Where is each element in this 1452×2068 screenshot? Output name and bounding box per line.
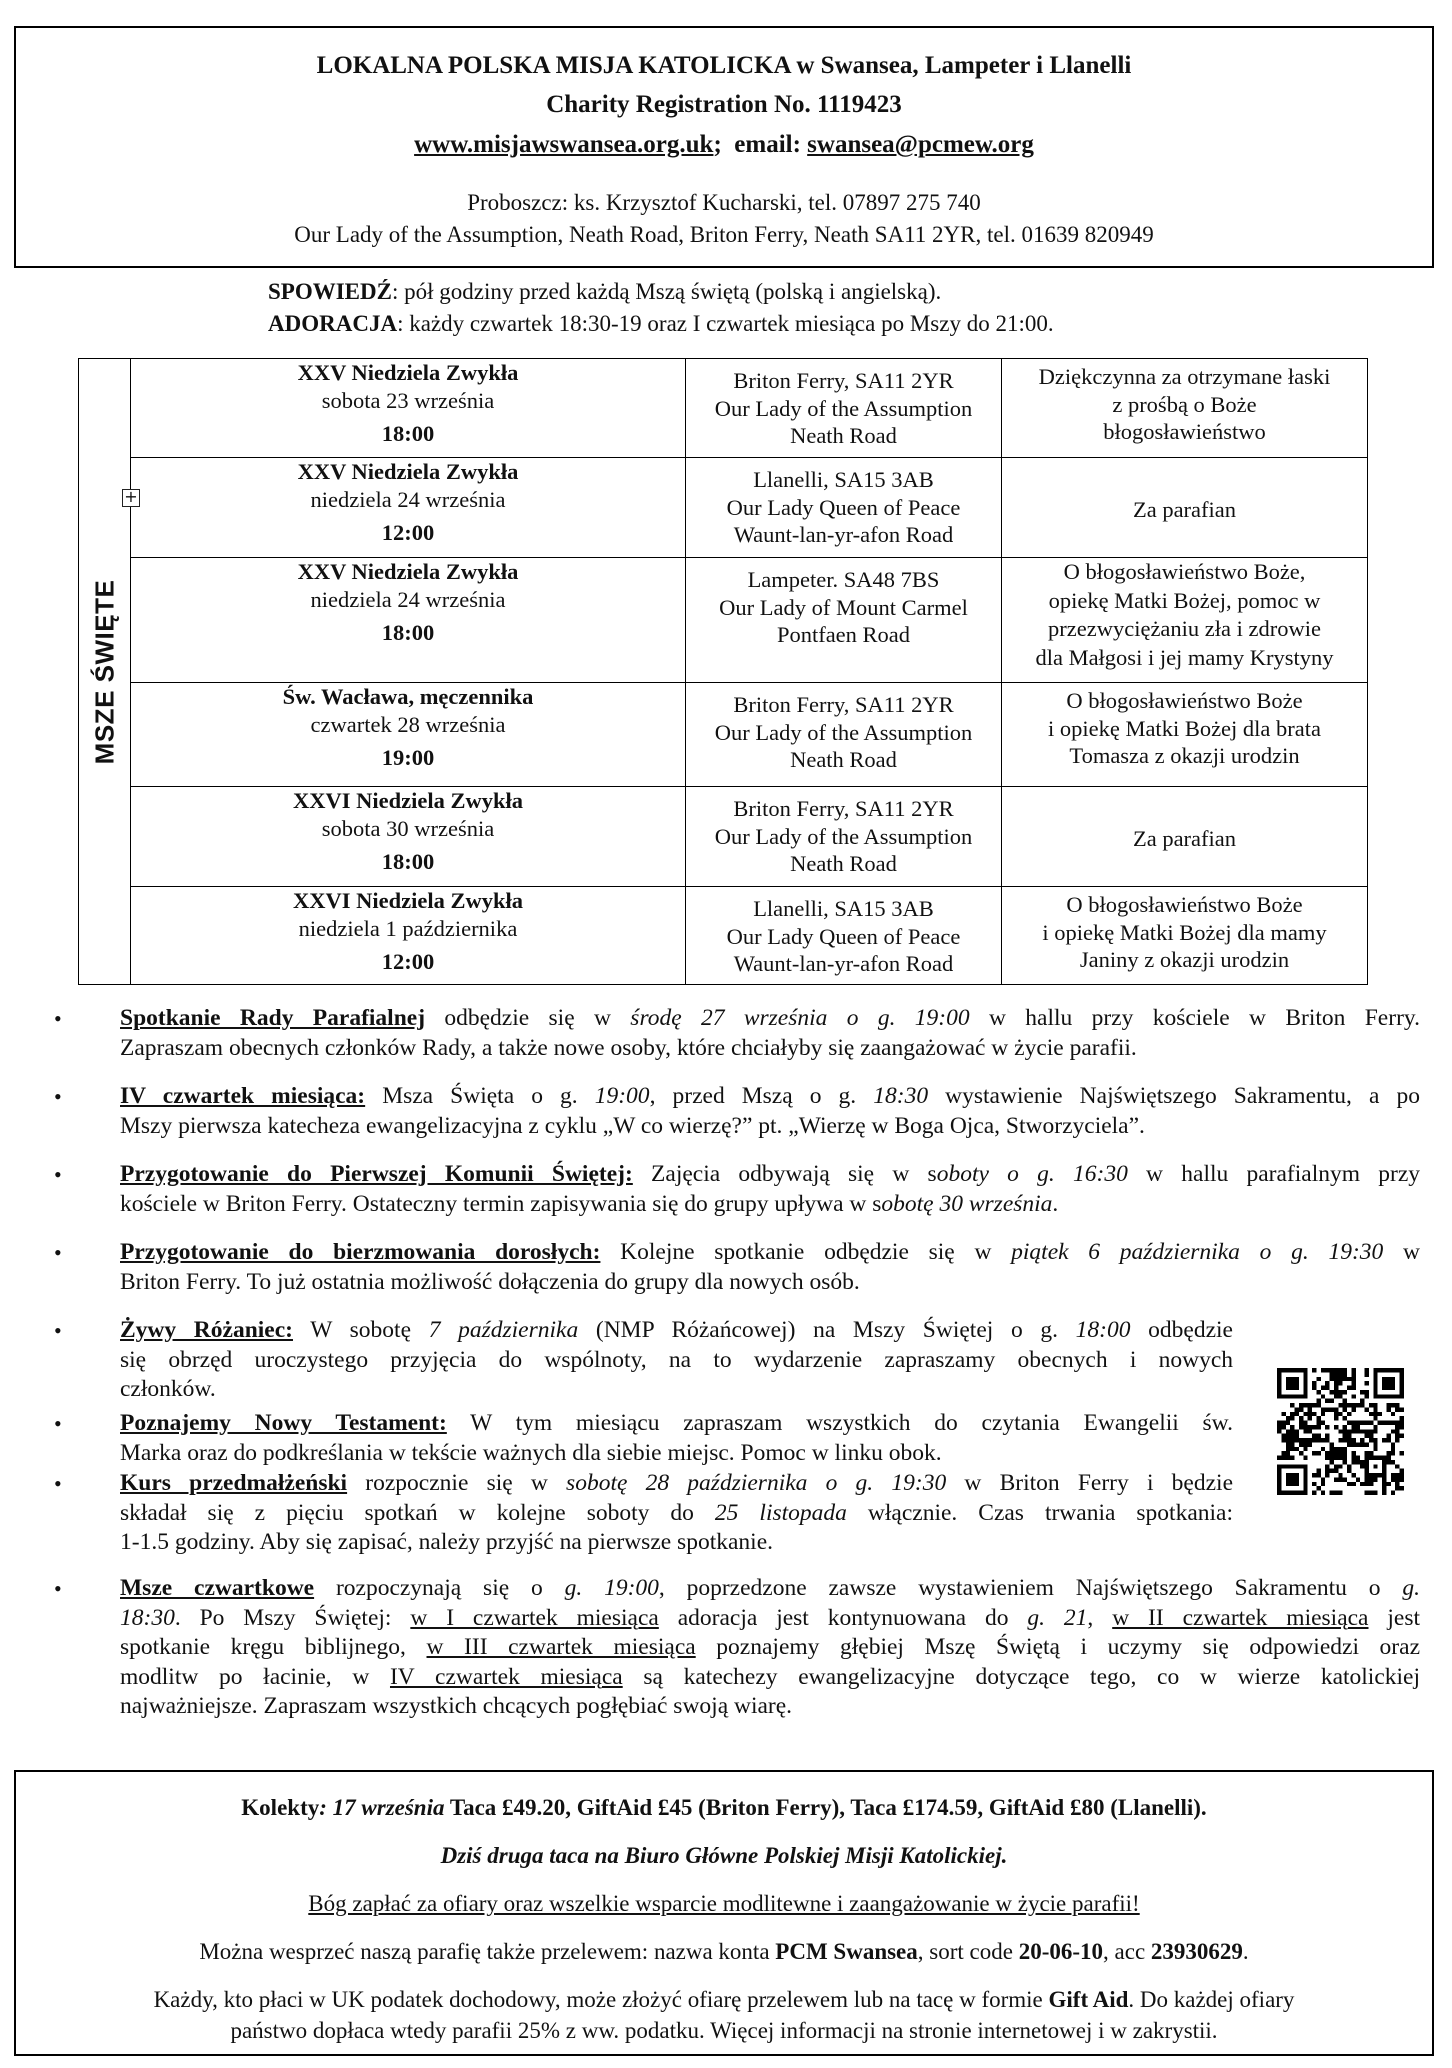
schedule-info xyxy=(268,276,1054,340)
announcement-segment: Briton Ferry. To już ostatnia możliwość dołączenia do grupy dla nowych osób. xyxy=(120,1268,860,1295)
bullet-dot: • xyxy=(54,1240,62,1265)
bullet-dot: • xyxy=(54,1411,62,1436)
intention-line: O błogosławieństwo Boże, xyxy=(1063,559,1306,584)
announcement-text xyxy=(120,1469,1233,1558)
mass-intention-cell xyxy=(1002,359,1368,458)
announcement-line xyxy=(120,1692,1420,1722)
mass-place-cell xyxy=(686,787,1002,887)
table-row xyxy=(79,787,1368,887)
collections-label: Kolekty xyxy=(241,1795,320,1820)
announcement-line xyxy=(120,1160,1420,1190)
announcement-label: Żywy Różaniec: xyxy=(120,1317,293,1343)
announcement-text xyxy=(120,1409,1233,1468)
intention-line: i opiekę Matki Bożej dla brata xyxy=(1047,715,1322,741)
announcement-segment: środę 27 września o g. 19:00 xyxy=(630,1005,970,1031)
announcement-line xyxy=(120,1633,1420,1663)
place-church: Our Lady of the Assumption xyxy=(714,395,973,421)
mass-event-cell xyxy=(131,359,686,458)
mass-name: Św. Wacława, męczennika xyxy=(282,684,534,709)
announcement-line xyxy=(120,1112,1420,1142)
announcement-line xyxy=(120,1439,1233,1469)
announcement-segment: (NMP Różańcowej) na Mszy Świętej o g. xyxy=(578,1317,1076,1343)
intention-line: O błogosławieństwo Boże xyxy=(1066,688,1303,713)
mass-time: 18:00 xyxy=(381,620,435,645)
masses-side-label: MSZE ŚWIĘTE xyxy=(88,579,119,764)
announcement-label: Msze czwartkowe xyxy=(120,1575,315,1601)
place-street: Waunt-lan-yr-afon Road xyxy=(733,522,954,547)
intention-line: Za parafian xyxy=(1132,825,1237,851)
announcement-segment: Kolejne spotkanie odbędzie się w xyxy=(600,1239,1012,1265)
announcement-segment: W sobotę xyxy=(293,1317,429,1343)
announcement-line xyxy=(120,1238,1420,1268)
intention-line: z prośbą o Boże xyxy=(1112,391,1257,417)
giftaid-text-b: . Do każdej ofiary xyxy=(1128,1987,1295,2012)
transfer-prefix: Można wesprzeć naszą parafię także przelewem: nazwa konta xyxy=(199,1939,776,1964)
place-town: Llanelli, SA15 3AB xyxy=(753,896,934,921)
place-church: Our Lady of the Assumption xyxy=(714,719,973,745)
intention-line: O błogosławieństwo Boże xyxy=(1066,892,1303,917)
adoration-label: ADORACJA xyxy=(268,311,398,336)
sort-code: 20-06-10 xyxy=(1018,1939,1104,1964)
announcement-segment: modlitw po łacinie, w xyxy=(120,1663,390,1690)
announcement-segment: W tym miesiącu zapraszam wszystkich do czytania Ewangelii św. xyxy=(446,1410,1233,1436)
announcement-line xyxy=(120,1268,1420,1298)
mission-title: LOKALNA POLSKA MISJA KATOLICKA w Swansea, Lampeter i Llanelli xyxy=(316,52,1132,79)
adoration-text: : każdy czwartek 18:30-19 oraz I czwartek miesiąca po Mszy do 21:00. xyxy=(397,311,1054,336)
bullet-dot: • xyxy=(54,1006,62,1031)
announcement-segment: . Po Mszy Świętej: xyxy=(174,1604,411,1631)
acc-prefix: , acc xyxy=(1103,1939,1151,1964)
collections-amounts: Taca £49.20, GiftAid £45 (Briton Ferry), Taca £174.59, GiftAid £80 (Llanelli). xyxy=(444,1795,1207,1820)
announcement-segment: g. 21 xyxy=(1027,1604,1088,1631)
announcement-segment: Marka oraz do podkreślania w tekście ważnych dla siebie miejsc. Pomoc w linku obok. xyxy=(120,1439,942,1466)
mass-time: 12:00 xyxy=(381,949,435,974)
announcement-label: IV czwartek miesiąca: xyxy=(120,1083,366,1109)
bullet-dot: • xyxy=(54,1576,62,1601)
announcement-line xyxy=(120,1004,1420,1034)
announcement-line xyxy=(120,1346,1233,1376)
announcement-line xyxy=(120,1375,1233,1405)
announcement-text xyxy=(120,1316,1233,1405)
collections-line xyxy=(16,1792,1432,1823)
announcement-segment: w xyxy=(1383,1239,1420,1265)
intention-line: dla Małgosi i jej mamy Krystyny xyxy=(1035,644,1334,670)
announcement-line xyxy=(120,1034,1420,1064)
announcement-label: Przygotowanie do bierzmowania dorosłych: xyxy=(120,1239,601,1265)
announcement-segment: w I czwartek miesiąca xyxy=(410,1604,659,1631)
announcement-segment: w hallu przy kościele w Briton Ferry. xyxy=(969,1005,1420,1031)
sort-prefix: , sort code xyxy=(917,1939,1019,1964)
announcement-segment: sobotę 28 października o g. 19:30 xyxy=(566,1470,947,1496)
second-collection-line xyxy=(16,1840,1432,1871)
mass-event-cell xyxy=(131,683,686,787)
mass-place-cell xyxy=(686,887,1002,985)
announcement-segment: , przed Mszą o g. xyxy=(649,1083,874,1109)
collections-date: : 17 września xyxy=(319,1795,445,1820)
announcement-segment: oboty o g. 16:30 xyxy=(936,1161,1128,1187)
giftaid-line-2: państwo dopłaca wtedy parafii 25% z ww. podatku. Więcej informacji na stronie internetowej i w zakrystii. xyxy=(230,2018,1218,2043)
mass-time: 18:00 xyxy=(381,849,435,874)
announcement-segment: kościele w Briton Ferry. Ostateczny termin zapisywania się do grupy upływa w s xyxy=(120,1190,882,1217)
place-town: Lampeter. SA48 7BS xyxy=(747,567,940,592)
place-church: Our Lady of Mount Carmel xyxy=(719,594,968,620)
intention-line: Dziękczynna za otrzymane łaski xyxy=(1038,364,1331,389)
announcement-segment: 18:00 xyxy=(1075,1317,1131,1343)
priest-info: Proboszcz: ks. Krzysztof Kucharski, tel. 07897 275 740 xyxy=(467,190,981,215)
mass-intention-cell xyxy=(1002,887,1368,985)
announcement-text xyxy=(120,1082,1420,1141)
header-box xyxy=(14,26,1434,268)
intention-line: opiekę Matki Bożej, pomoc w xyxy=(1048,587,1321,613)
place-street: Waunt-lan-yr-afon Road xyxy=(733,951,954,976)
charity-registration: Charity Registration No. 1119423 xyxy=(546,91,902,118)
bullet-dot: • xyxy=(54,1471,62,1496)
place-street: Neath Road xyxy=(790,851,897,876)
place-church: Our Lady Queen of Peace xyxy=(726,494,961,520)
place-church: Our Lady of the Assumption xyxy=(714,823,973,849)
announcement-segment: , xyxy=(1087,1604,1113,1631)
announcement-segment: 25 listopada xyxy=(714,1499,847,1526)
announcement-segment: 19:00 xyxy=(594,1083,650,1109)
giftaid-text-a: Każdy, kto płaci w UK podatek dochodowy, może złożyć ofiarę przelewem lub na tacę w formie xyxy=(153,1987,1049,2012)
announcement-label: Poznajemy Nowy Testament: xyxy=(120,1410,447,1436)
announcement-segment: najważniejsze. Zapraszam wszystkich chcących pogłębiać swoją wiarę. xyxy=(120,1693,793,1719)
announcement-segment: adoracja jest kontynuowana do xyxy=(658,1604,1028,1631)
place-street: Neath Road xyxy=(790,423,897,448)
website-link[interactable]: www.misjawswansea.org.uk xyxy=(414,131,714,158)
mass-date: sobota 23 września xyxy=(321,387,495,413)
mass-date: niedziela 24 września xyxy=(310,486,506,512)
mass-schedule-table xyxy=(78,358,1368,985)
mass-date: niedziela 1 października xyxy=(298,915,518,941)
announcement-segment: Zapraszam obecnych członków Rady, a także nowe osoby, które chciałyby się zaangażować w życie parafii. xyxy=(120,1034,1137,1061)
intention-line: Janiny z okazji urodzin xyxy=(1079,947,1290,972)
mass-name: XXV Niedziela Zwykła xyxy=(297,559,519,584)
account-name: PCM Swansea xyxy=(775,1939,918,1964)
intention-line: Tomasza z okazji urodzin xyxy=(1069,743,1300,768)
mass-place-cell xyxy=(686,558,1002,683)
mass-event-cell xyxy=(131,558,686,683)
intention-line: i opiekę Matki Bożej dla mamy xyxy=(1042,919,1327,945)
mass-name: XXVI Niedziela Zwykła xyxy=(293,788,523,813)
announcement-line xyxy=(120,1528,1233,1558)
mass-time: 19:00 xyxy=(381,745,435,770)
adoration-line xyxy=(268,308,1054,340)
mass-intention-cell xyxy=(1002,558,1368,683)
announcement-segment: spotkanie kręgu biblijnego, xyxy=(120,1634,427,1660)
table-row xyxy=(79,887,1368,985)
announcement-segment: Msza Święta o g. xyxy=(365,1083,595,1109)
announcement-segment: w hallu parafialnym przy xyxy=(1127,1161,1421,1187)
announcement-segment: 1-1.5 godziny. Aby się zapisać, należy przyjść na pierwsze spotkanie. xyxy=(120,1529,773,1555)
mass-event-cell xyxy=(131,887,686,985)
contact-line: www.misjawswansea.org.uk; email: swansea@pcmew.org xyxy=(414,131,1034,158)
confession-label: SPOWIEDŹ xyxy=(268,279,392,304)
table-row xyxy=(79,359,1368,458)
announcement-line xyxy=(120,1604,1420,1634)
announcement-segment: członków. xyxy=(120,1376,216,1402)
announcement-segment: rozpoczynają się o xyxy=(314,1575,565,1601)
mass-name: XXV Niedziela Zwykła xyxy=(297,360,519,385)
email-link[interactable]: swansea@pcmew.org xyxy=(807,131,1034,158)
announcement-segment: g. 19:00 xyxy=(564,1575,659,1601)
mass-place-cell xyxy=(686,458,1002,558)
announcement-segment: się obrzęd uroczystego przyjęcia do wspólnoty, na to wydarzenie zapraszamy obecnych i nowych xyxy=(120,1346,1233,1373)
announcement-segment: jest xyxy=(1368,1604,1421,1631)
announcement-segment: poznajemy głębiej Mszę Świętą i uczymy się odpowiedzi oraz xyxy=(695,1634,1420,1660)
announcement-line xyxy=(120,1190,1420,1220)
second-collection-text: Dziś druga taca na Biuro Główne Polskiej Misji Katolickiej. xyxy=(440,1843,1008,1868)
mass-date: niedziela 24 września xyxy=(310,586,506,612)
mass-intention-cell xyxy=(1002,458,1368,558)
thanks-text: Bóg zapłać za ofiary oraz wszelkie wsparcie modlitewne i zaangażowanie w życie parafii! xyxy=(308,1891,1140,1916)
intention-line: przezwyciężaniu zła i zdrowie xyxy=(1048,616,1321,641)
giftaid-bold: Gift Aid xyxy=(1048,1987,1129,2012)
place-street: Neath Road xyxy=(790,747,897,772)
announcement-line xyxy=(120,1469,1233,1499)
announcement-segment: g. xyxy=(1402,1575,1420,1601)
table-move-handle-icon[interactable]: + xyxy=(122,489,140,507)
announcement-segment: odbędzie się w xyxy=(425,1005,631,1031)
announcement-segment: . xyxy=(1052,1190,1059,1217)
mass-date: sobota 30 września xyxy=(321,815,495,841)
announcement-line xyxy=(120,1499,1233,1529)
mass-time: 12:00 xyxy=(381,520,435,545)
announcement-segment: włącznie. Czas trwania spotkania: xyxy=(846,1499,1234,1526)
place-town: Llanelli, SA15 3AB xyxy=(753,467,934,492)
church-address: Our Lady of the Assumption, Neath Road, Briton Ferry, Neath SA11 2YR, tel. 01639 820949 xyxy=(294,222,1154,247)
intention-line: błogosławieństwo xyxy=(1103,419,1266,444)
announcement-segment: piątek 6 października o g. 19:30 xyxy=(1011,1239,1384,1265)
intention-line: Za parafian xyxy=(1132,496,1237,522)
footer-box xyxy=(14,1770,1434,2056)
account-number: 23930629 xyxy=(1150,1939,1243,1964)
announcement-segment: odbędzie xyxy=(1130,1317,1233,1343)
mass-event-cell xyxy=(131,787,686,887)
bullet-dot: • xyxy=(54,1318,62,1343)
announcement-text xyxy=(120,1004,1420,1063)
announcement-segment: Mszy pierwsza katecheza ewangelizacyjna z cyklu „W co wierzę?” pt. „Wierzę w Boga Ojca, Stworzyciela”. xyxy=(120,1112,1145,1139)
announcement-segment: , poprzedzone zawsze wystawieniem Najświętszego Sakramentu o xyxy=(658,1575,1403,1601)
place-street: Pontfaen Road xyxy=(776,622,911,647)
mass-date: czwartek 28 września xyxy=(310,711,506,737)
table-row xyxy=(79,458,1368,558)
announcement-label: Kurs przedmałżeński xyxy=(120,1470,348,1496)
announcement-text xyxy=(120,1238,1420,1297)
transfer-line xyxy=(16,1936,1432,1967)
mass-name: XXV Niedziela Zwykła xyxy=(297,459,519,484)
announcement-segment: w III czwartek miesiąca xyxy=(426,1634,696,1660)
mass-intention-cell xyxy=(1002,787,1368,887)
table-row xyxy=(79,558,1368,683)
mass-place-cell xyxy=(686,683,1002,787)
announcement-segment: IV czwartek miesiąca xyxy=(389,1663,623,1690)
bullet-dot: • xyxy=(54,1162,62,1187)
mass-name: XXVI Niedziela Zwykła xyxy=(293,888,523,913)
announcement-line xyxy=(120,1316,1233,1346)
place-town: Briton Ferry, SA11 2YR xyxy=(733,368,954,393)
thanks-line xyxy=(16,1888,1432,1919)
mass-intention-cell xyxy=(1002,683,1368,787)
mass-time: 18:00 xyxy=(381,421,435,446)
email-label: email: xyxy=(734,131,801,158)
announcement-segment: 18:30 xyxy=(120,1604,175,1631)
announcement-segment: w Briton Ferry i będzie xyxy=(946,1470,1233,1496)
announcement-line xyxy=(120,1663,1420,1693)
announcement-segment: są katechezy ewangelizacyjne dotyczące tego, co w wierze katolickiej xyxy=(622,1663,1421,1690)
confession-line xyxy=(268,276,1054,308)
announcement-segment: 7 października xyxy=(428,1317,579,1343)
announcement-label: Spotkanie Rady Parafialnej xyxy=(120,1005,426,1031)
announcement-text xyxy=(120,1574,1420,1722)
announcement-segment: Zajęcia odbywają się w s xyxy=(632,1161,937,1187)
announcement-line xyxy=(120,1409,1233,1439)
announcement-text xyxy=(120,1160,1420,1219)
announcement-segment: w II czwartek miesiąca xyxy=(1112,1604,1369,1631)
bullet-dot: • xyxy=(54,1084,62,1109)
place-town: Briton Ferry, SA11 2YR xyxy=(733,692,954,717)
announcement-label: Przygotowanie do Pierwszej Komunii Świętej: xyxy=(120,1161,633,1187)
announcement-line xyxy=(120,1082,1420,1112)
table-row xyxy=(79,683,1368,787)
place-church: Our Lady Queen of Peace xyxy=(726,923,961,949)
announcement-segment: obotę 30 września xyxy=(881,1190,1053,1217)
mass-place-cell xyxy=(686,359,1002,458)
announcement-segment: rozpocznie się w xyxy=(347,1470,567,1496)
place-town: Briton Ferry, SA11 2YR xyxy=(733,796,954,821)
announcement-segment: wystawienie Najświętszego Sakramentu, a po xyxy=(928,1083,1420,1109)
transfer-suffix: . xyxy=(1242,1939,1249,1964)
announcement-line xyxy=(120,1574,1420,1604)
announcement-segment: 18:30 xyxy=(873,1083,929,1109)
announcement-segment: składał się z pięciu spotkań w kolejne soboty do xyxy=(120,1499,715,1526)
side-label-cell xyxy=(79,359,138,985)
qr-code-icon[interactable] xyxy=(1277,1368,1404,1495)
giftaid-line-1 xyxy=(16,1984,1432,2015)
confession-text: : pół godziny przed każdą Mszą świętą (polską i angielską). xyxy=(391,279,942,304)
mass-event-cell xyxy=(131,458,686,558)
